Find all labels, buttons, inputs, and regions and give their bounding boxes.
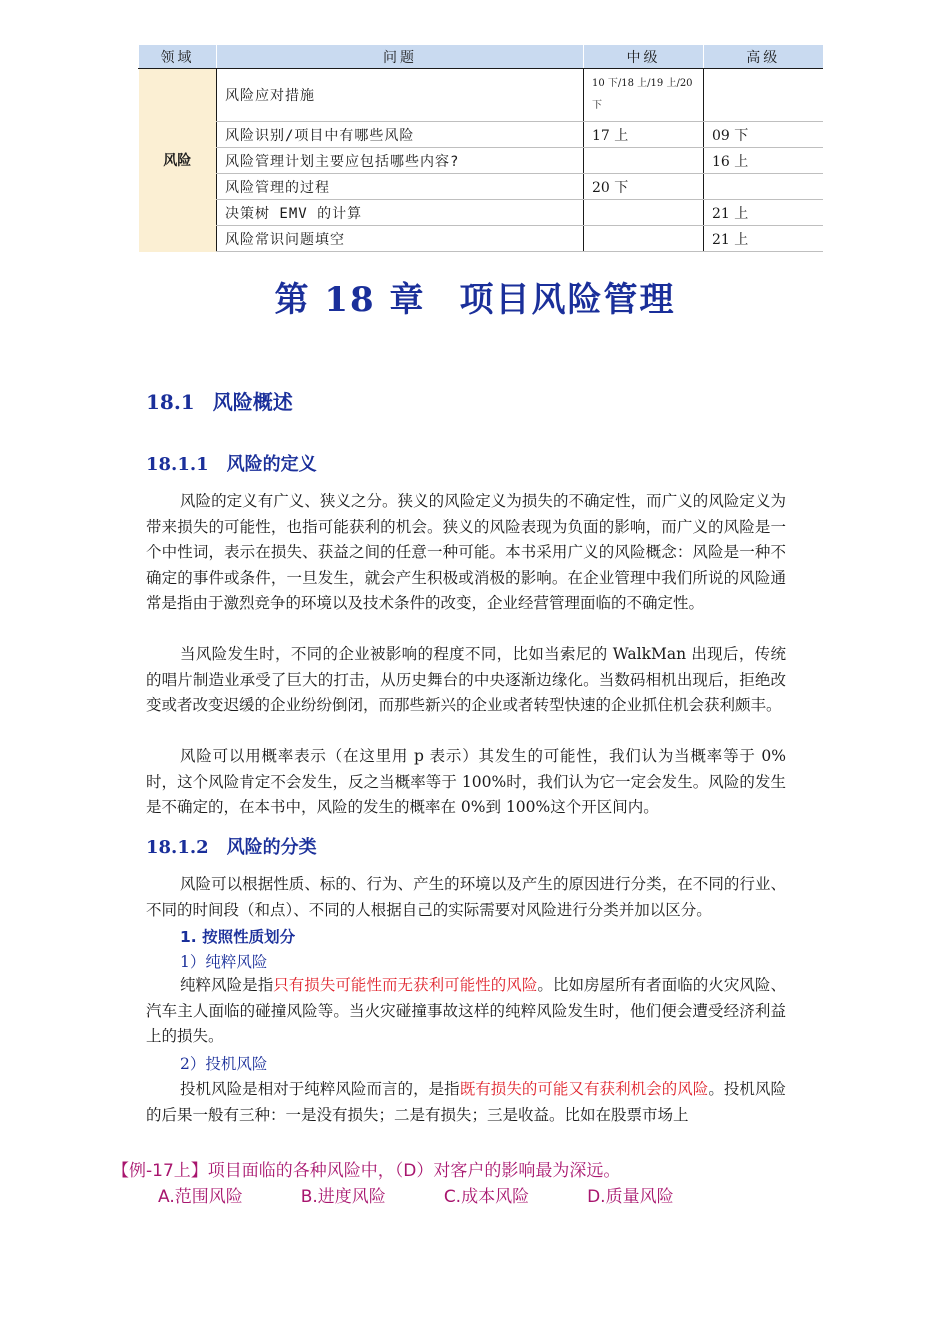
question-cell: 风险应对措施 (217, 69, 584, 122)
paragraph-impact: 当风险发生时，不同的企业被影响的程度不同，比如当索尼的 WalkMan 出现后，传统的唱片制造业承受了巨大的打击，从历史舞台的中央逐渐边缘化。当数码相机出现后，拒绝改变或者改变迟缓的企业纷纷倒闭，而那些新兴的企业或者转型快速的企业抓住机会获利颇丰。 (146, 645, 786, 714)
subsection-number: 18.1.1 (146, 454, 209, 475)
table-row (139, 69, 823, 122)
paragraph-classification: 风险可以根据性质、标的、行为、产生的环境以及产生的原因进行分类，在不同的行业、不同的时间段（和点）、不同的人根据自己的实际需要对风险进行分类并加以区分。 (146, 875, 786, 919)
mid-cell (584, 226, 704, 252)
mid-cell (584, 148, 704, 174)
high-cell (704, 174, 823, 200)
sub-by-nature: 1. 按照性质划分 (180, 928, 296, 946)
area-cell: 风险 (139, 69, 217, 252)
question-cell: 风险管理计划主要应包括哪些内容? (217, 148, 584, 174)
chapter-name: 项目风险管理 (459, 280, 676, 320)
table-row (139, 226, 823, 252)
subsection-heading-classification (146, 833, 317, 859)
paragraph-probability: 风险可以用概率表示（在这里用 p 表示）其发生的可能性，我们认为当概率等于 0%时，这个风险肯定不会发生，反之当概率等于 100%时，我们认为它一定会发生。风险的发生是不确定的，在本书中，风险的发生的概率在 0%到 100%这个开区间内。 (146, 747, 786, 816)
paragraph-pure-risk (146, 973, 786, 1050)
example-question: 【例-17上】项目面临的各种风险中，（D）对客户的影响最为深远。 (112, 1161, 621, 1181)
section-heading (146, 386, 293, 415)
table-header-row (139, 45, 823, 69)
text-run: 。比如房屋所有者面临的火灾风险、汽车主人面临的碰撞风险等。当火灾碰撞事故这样的纯粹风险发生时，他们便会遭受经济利益上的损失。 (146, 976, 786, 1045)
high-cell (704, 69, 823, 122)
exam-frequency-table (138, 45, 823, 252)
subsection-number: 18.1.2 (146, 837, 209, 858)
table-row (139, 122, 823, 148)
table-row (139, 148, 823, 174)
header-mid: 中级 (584, 45, 704, 69)
question-cell: 风险管理的过程 (217, 174, 584, 200)
sub-pure-risk: 1）纯粹风险 (180, 953, 268, 971)
high-cell: 16 上 (704, 148, 823, 174)
section-title: 风险概述 (212, 390, 293, 414)
highlight-pure-risk: 只有损失可能性而无获利可能性的风险 (273, 976, 538, 994)
mid-cell: 10 下/18 上/19 上/20 下 (584, 69, 704, 122)
text-run: 投机风险是相对于纯粹风险而言的，是指 (180, 1080, 460, 1098)
table-row (139, 200, 823, 226)
paragraph-definition: 风险的定义有广义、狭义之分。狭义的风险定义为损失的不确定性，而广义的风险定义为带来损失的可能性，也指可能获利的机会。狭义的风险表现为负面的影响，而广义的风险是一个中性词，表示在损失、获益之间的任意一种可能。本书采用广义的风险概念：风险是一种不确定的事件或条件，一旦发生，就会产生积极或消极的影响。在企业管理中我们所说的风险通常是指由于激烈竞争的环境以及技术条件的改变，企业经营管理面临的不确定性。 (146, 492, 786, 612)
chapter-title (0, 272, 950, 321)
header-high: 高级 (704, 45, 823, 69)
highlight-speculative-risk: 既有损失的可能又有获利机会的风险 (459, 1080, 709, 1098)
high-cell: 21 上 (704, 226, 823, 252)
subsection-heading-definition (146, 450, 317, 476)
option-c: C.成本风险 (443, 1187, 530, 1207)
mid-cell: 20 下 (584, 174, 704, 200)
header-question: 问题 (217, 45, 584, 69)
table-row (139, 174, 823, 200)
high-cell: 21 上 (704, 200, 823, 226)
example-options (158, 1182, 732, 1207)
section-number: 18.1 (146, 390, 195, 414)
subsection-title: 风险的分类 (226, 837, 317, 858)
question-cell: 风险常识问题填空 (217, 226, 584, 252)
question-cell: 风险识别/项目中有哪些风险 (217, 122, 584, 148)
option-b: B.进度风险 (300, 1187, 386, 1207)
option-d: D.质量风险 (587, 1187, 674, 1207)
text-run: 纯粹风险是指 (180, 976, 274, 994)
mid-cell: 17 上 (584, 122, 704, 148)
mid-cell (584, 200, 704, 226)
subsection-title: 风险的定义 (226, 454, 317, 475)
question-cell: 决策树 EMV 的计算 (217, 200, 584, 226)
option-a: A.范围风险 (158, 1187, 243, 1207)
text-run: 。投机风险的后果一般有三种：一是没有损失；二是有损失；三是收益。比如在股票市场上 (146, 1080, 786, 1124)
chapter-number: 第 18 章 (274, 280, 426, 320)
high-cell: 09 下 (704, 122, 823, 148)
sub-speculative-risk: 2）投机风险 (180, 1055, 268, 1073)
paragraph-speculative-risk (146, 1077, 786, 1128)
header-area: 领域 (139, 45, 217, 69)
